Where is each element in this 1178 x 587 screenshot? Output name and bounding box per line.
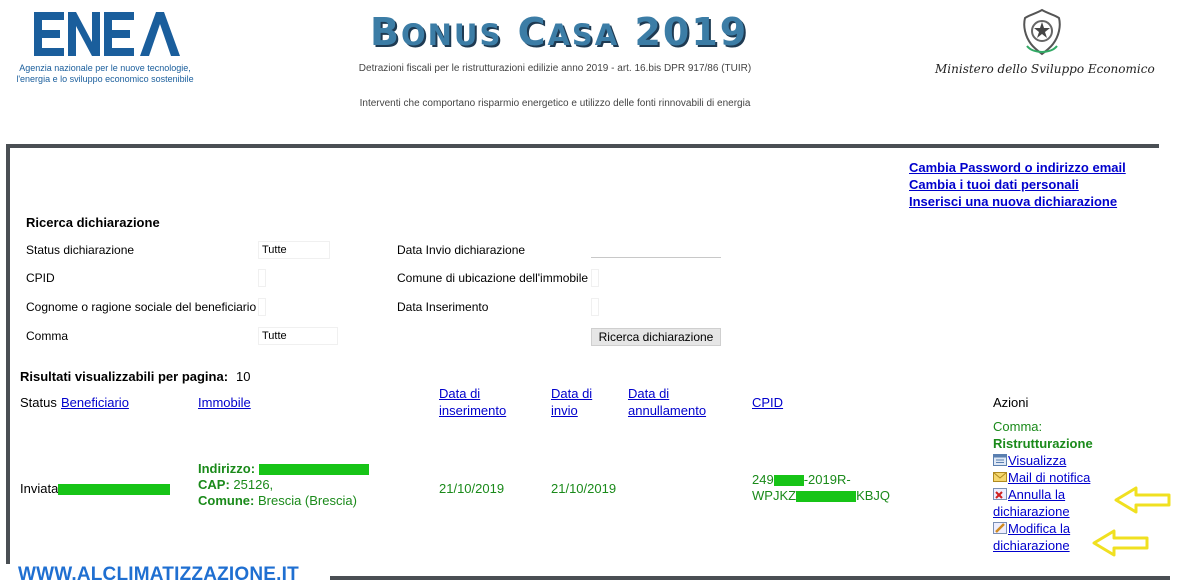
redacted-address: [259, 464, 369, 475]
per-page-value[interactable]: 10: [236, 369, 251, 384]
yellow-arrow-icon: [1092, 529, 1150, 557]
row-data-invio: 21/10/2019: [551, 481, 617, 496]
search-section-title: Ricerca dichiarazione: [26, 215, 160, 230]
page-title: [370, 10, 748, 54]
title-part: C: [517, 10, 548, 54]
account-links: [909, 159, 1126, 210]
cpid-label: CPID: [26, 271, 55, 285]
comune-label-row: Comune:: [198, 493, 255, 508]
cpid-input[interactable]: [258, 269, 266, 287]
data-invio-input[interactable]: [591, 240, 721, 258]
indirizzo-label: Indirizzo:: [198, 461, 256, 476]
header-subtitle-2: Interventi che comportano risparmio energetico e utilizzo delle fonti rinnovabili di energia: [359, 98, 751, 109]
header-text: Data di: [551, 386, 593, 401]
results-per-page: [20, 369, 251, 384]
change-personal-data-link[interactable]: Cambia i tuoi dati personali: [909, 177, 1079, 192]
italian-republic-emblem-icon: [1015, 6, 1069, 58]
enea-logo: [30, 12, 180, 56]
mail-icon: [993, 471, 1007, 483]
view-icon: [993, 454, 1007, 466]
visualizza-link[interactable]: Visualizza: [1008, 453, 1067, 468]
enea-tagline: [10, 63, 200, 85]
link-text: Annulla la: [1008, 487, 1066, 502]
link-text: Modifica la: [1008, 521, 1071, 536]
header-text: Data di: [628, 386, 670, 401]
edit-document-icon: [993, 522, 1007, 534]
sort-cpid-link[interactable]: CPID: [752, 395, 784, 410]
per-page-label: Risultati visualizzabili per pagina:: [20, 369, 229, 384]
header-text: Data di: [439, 386, 481, 401]
table-row-immobile: [198, 461, 369, 509]
data-inserimento-input[interactable]: [591, 298, 599, 316]
cap-value: 25126,: [233, 477, 274, 492]
mail-notifica-link[interactable]: Mail di notifica: [1008, 470, 1091, 485]
cpid-part: WPJKZ: [752, 488, 797, 503]
header-azioni: Azioni: [993, 395, 1029, 410]
status-select[interactable]: Tutte: [258, 241, 330, 259]
title-part: B: [370, 10, 401, 54]
header-status: Status: [20, 395, 57, 410]
enea-tagline-line-1: Agenzia nazionale per le nuove tecnologie,: [19, 63, 191, 73]
row-cpid: [752, 472, 890, 504]
cancel-document-icon: [993, 488, 1007, 500]
title-part: ASA: [547, 18, 620, 52]
sort-immobile-link[interactable]: Immobile: [198, 395, 251, 410]
comune-input[interactable]: [591, 269, 599, 287]
comune-value: Brescia (Brescia): [257, 493, 357, 508]
sort-data-invio-link[interactable]: [551, 386, 592, 418]
data-inserimento-label: Data Inserimento: [397, 300, 489, 314]
frame-bottom-border: [330, 576, 1170, 580]
status-value: Inviata: [20, 481, 59, 496]
cpid-part: KBJQ: [856, 488, 891, 503]
sort-data-inserimento-link[interactable]: [439, 386, 506, 418]
comma-label: Comma: [26, 329, 69, 343]
yellow-arrow-icon: [1114, 486, 1172, 514]
search-button[interactable]: Ricerca dichiarazione: [591, 328, 721, 346]
header-text: inserimento: [439, 403, 507, 418]
redacted-cpid: [774, 475, 804, 486]
redacted-beneficiario: [58, 484, 170, 495]
sort-beneficiario-link[interactable]: Beneficiario: [61, 395, 129, 410]
comma-value: Ristrutturazione: [993, 436, 1093, 451]
cpid-part: 249: [752, 472, 774, 487]
sort-data-annullamento-link[interactable]: [628, 386, 706, 418]
title-year: 2019: [634, 10, 749, 54]
frame-left-border: [6, 144, 10, 564]
comune-label: Comune di ubicazione dell'immobile: [397, 271, 589, 285]
cap-label: CAP:: [198, 477, 230, 492]
cognome-input[interactable]: [258, 298, 266, 316]
enea-tagline-line-2: l'energia e lo sviluppo economico sostenibile: [16, 74, 194, 84]
status-label: Status dichiarazione: [26, 243, 135, 257]
title-part: ONUS: [400, 18, 503, 52]
cpid-part: -2019R-: [803, 472, 851, 487]
link-text: dichiarazione: [993, 504, 1070, 519]
row-actions: [993, 418, 1093, 554]
comma-select[interactable]: Tutte: [258, 327, 338, 345]
header-subtitle: Detrazioni fiscali per le ristrutturazioni edilizie anno 2019 - art. 16.bis DPR 917/86 (TUIR): [358, 63, 752, 74]
header-text: annullamento: [628, 403, 707, 418]
link-text: dichiarazione: [993, 538, 1070, 553]
redacted-cpid: [796, 491, 856, 502]
row-data-inserimento: 21/10/2019: [439, 481, 505, 496]
comma-label-row: Comma:: [993, 419, 1043, 434]
table-row-status: [20, 481, 170, 497]
cognome-label: Cognome o ragione sociale del beneficiario: [26, 300, 257, 314]
new-declaration-link[interactable]: Inserisci una nuova dichiarazione: [909, 194, 1118, 209]
frame-top-border: [6, 144, 1159, 148]
change-password-link[interactable]: Cambia Password o indirizzo email: [909, 160, 1126, 175]
site-watermark: WWW.ALCLIMATIZZAZIONE.IT: [18, 564, 299, 585]
data-invio-label: Data Invio dichiarazione: [397, 243, 526, 257]
header-text: invio: [551, 403, 578, 418]
ministry-name: Ministero dello Sviluppo Economico: [935, 62, 1155, 76]
